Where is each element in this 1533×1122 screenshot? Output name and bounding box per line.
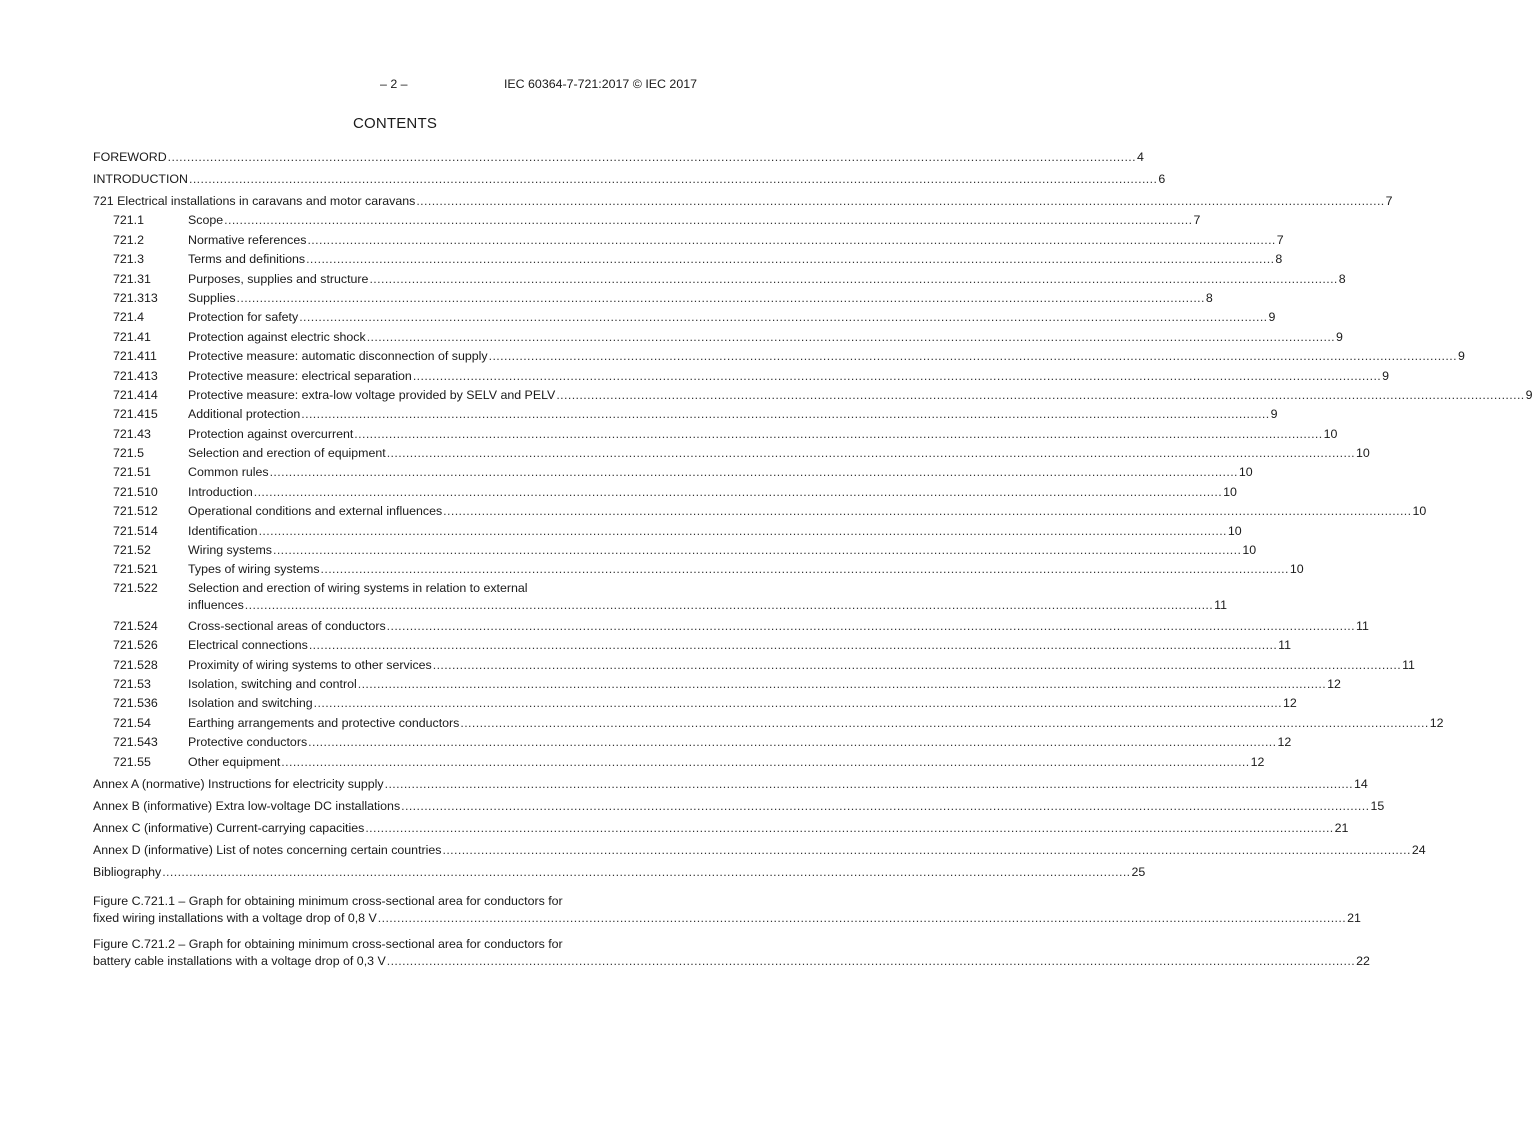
toc-entry-text: Isolation, switching and control — [188, 676, 357, 691]
toc-subclause-entry[interactable] — [93, 462, 1253, 481]
toc-entry-text: Protection for safety — [188, 310, 299, 325]
toc-entry-foreword[interactable] — [93, 144, 1144, 166]
page-title: CONTENTS — [352, 115, 438, 132]
toc-subclause-entry[interactable] — [93, 210, 1201, 229]
dot-leader — [189, 171, 1157, 188]
toc-entry-page: 9 — [1336, 329, 1343, 344]
toc-entry-number: 721.536 — [113, 696, 158, 711]
toc-entry-page: 4 — [1136, 150, 1144, 164]
dot-leader — [489, 348, 1457, 365]
toc-entry-page: 9 — [1268, 310, 1276, 325]
toc-entry-text: Other equipment — [188, 754, 281, 769]
toc-entry-text-line2: influences — [188, 598, 244, 613]
toc-entry-text: Common rules — [188, 465, 269, 480]
toc-subclause-entry[interactable] — [93, 732, 1292, 751]
dot-leader — [314, 695, 1282, 712]
dot-leader — [308, 734, 1276, 751]
dot-leader — [354, 426, 1322, 443]
toc-entry-number: 721.313 — [113, 290, 158, 305]
toc-entry-number: 721.415 — [113, 407, 158, 422]
toc-entry-text: Isolation and switching — [188, 696, 313, 711]
toc-annex-entry[interactable] — [93, 815, 1349, 837]
toc-entry-text: Introduction — [188, 484, 253, 499]
toc-entry-number: 721.53 — [113, 676, 151, 691]
toc-entry-number: 721.510 — [113, 484, 158, 499]
dot-leader — [433, 657, 1401, 674]
figure-entry-line2: battery cable installations with a voltage drop of 0,3 V — [93, 954, 386, 968]
toc-entry-number: 721.413 — [113, 368, 158, 383]
toc-entry-page: 10 — [1323, 426, 1338, 441]
toc-entry-page: 24 — [1411, 842, 1426, 857]
subclause-list-continued — [93, 615, 1444, 770]
dot-leader — [365, 820, 1333, 837]
figure-entry-page: 22 — [1356, 954, 1370, 968]
toc-subclause-entry[interactable] — [93, 249, 1283, 268]
toc-subclause-entry[interactable] — [93, 481, 1237, 500]
toc-entry-number: 721.41 — [113, 329, 151, 344]
dot-leader — [224, 212, 1192, 229]
toc-entry-text: Types of wiring systems — [188, 562, 320, 577]
toc-subclause-entry[interactable] — [93, 385, 1533, 404]
toc-entry-page: 21 — [1334, 820, 1349, 835]
toc-entry-introduction[interactable] — [93, 166, 1166, 188]
dot-leader — [416, 193, 1384, 210]
toc-subclause-entry[interactable] — [93, 712, 1444, 731]
toc-annex-entry[interactable] — [93, 859, 1146, 881]
toc-subclause-entry[interactable] — [93, 751, 1265, 770]
toc-subclause-entry[interactable] — [93, 501, 1427, 520]
toc-entry-number: 721.5 — [113, 446, 145, 461]
toc-entry-page: 7 — [1276, 232, 1284, 247]
toc-entry-page: 12 — [1429, 715, 1444, 730]
toc-subclause-entry[interactable] — [93, 346, 1465, 365]
dot-leader — [442, 842, 1410, 859]
dot-leader — [307, 232, 1275, 249]
toc-subclause-entry[interactable] — [93, 635, 1292, 654]
toc-subclause-entry[interactable] — [93, 654, 1415, 673]
toc-entry-text: Protection against electric shock — [188, 329, 366, 344]
dot-leader — [270, 464, 1238, 481]
toc-entry-page: 7 — [1193, 213, 1201, 228]
toc-entry-text: 721 Electrical installations in caravans and motor caravans — [93, 194, 416, 208]
toc-entry-number: 721.3 — [113, 252, 145, 267]
dot-leader — [385, 776, 1353, 793]
list-of-figures — [93, 893, 1370, 979]
toc-entry-page: 9 — [1525, 387, 1533, 402]
page-number: – 2 – — [380, 77, 408, 91]
toc-subclause-entry[interactable] — [93, 693, 1297, 712]
toc-entry-page: 11 — [1355, 618, 1369, 633]
toc-entry-text: Identification — [188, 523, 258, 538]
toc-entry-page: 9 — [1270, 407, 1278, 422]
toc-subclause-entry[interactable] — [93, 615, 1369, 634]
toc-entry-text: Terms and definitions — [188, 252, 306, 267]
toc-entry-text: Annex A (normative) Instructions for electricity supply — [93, 776, 384, 791]
dot-leader — [254, 484, 1222, 501]
toc-entry-page: 10 — [1227, 523, 1242, 538]
toc-entry-number: 721.526 — [113, 638, 158, 653]
toc-entry-number: 721.4 — [113, 310, 145, 325]
toc-entry-number: 721.43 — [113, 426, 151, 441]
dot-leader — [387, 953, 1355, 970]
toc-entry-page: 8 — [1338, 271, 1346, 286]
figure-entry[interactable] — [93, 936, 1370, 970]
table-of-contents — [93, 144, 1533, 881]
toc-subclause-entry[interactable] — [93, 423, 1338, 442]
toc-entry-page: 9 — [1382, 368, 1390, 383]
toc-entry-page: 9 — [1457, 349, 1465, 364]
toc-entry-text: Additional protection — [188, 407, 301, 422]
toc-entry-number: 721.55 — [113, 754, 151, 769]
dot-leader — [237, 290, 1205, 307]
toc-entry-page: 10 — [1356, 446, 1370, 461]
dot-leader — [443, 503, 1411, 520]
dot-leader — [321, 561, 1289, 578]
toc-subclause-entry[interactable] — [93, 520, 1242, 539]
toc-entry-page: 8 — [1275, 252, 1283, 267]
dot-leader — [556, 387, 1524, 404]
toc-entry-text: Operational conditions and external influences — [188, 504, 443, 519]
dot-leader — [259, 523, 1227, 540]
dot-leader — [301, 406, 1269, 423]
dot-leader — [306, 251, 1274, 268]
toc-entry-text: Supplies — [188, 290, 236, 305]
toc-entry-text: Annex C (informative) Current-carrying capacities — [93, 820, 365, 835]
dot-leader — [245, 597, 1213, 614]
toc-subclause-entry[interactable] — [93, 443, 1370, 462]
dot-leader — [413, 368, 1381, 385]
dot-leader — [401, 798, 1369, 815]
toc-annex-entry[interactable] — [93, 837, 1426, 859]
toc-subclause-entry[interactable] — [93, 674, 1341, 693]
figure-entry-line2: fixed wiring installations with a voltage drop of 0,8 V — [93, 911, 377, 925]
toc-entry-text: Normative references — [188, 232, 307, 247]
subclause-list — [93, 210, 1533, 578]
toc-entry-number: 721.514 — [113, 523, 158, 538]
dot-leader — [378, 910, 1346, 927]
toc-entry-number: 721.52 — [113, 543, 151, 558]
dot-leader — [309, 637, 1277, 654]
toc-entry-page: 11 — [1278, 638, 1292, 653]
dot-leader — [168, 149, 1136, 166]
toc-entry-page: 12 — [1250, 754, 1265, 769]
toc-entry-number: 721.543 — [113, 735, 158, 750]
toc-entry-page: 11 — [1214, 598, 1227, 613]
toc-entry-text: Protective conductors — [188, 735, 308, 750]
toc-entry-text: FOREWORD — [93, 150, 167, 164]
toc-subclause-entry[interactable] — [93, 288, 1213, 307]
toc-entry-text: Protective measure: extra-low voltage provided by SELV and PELV — [188, 387, 556, 402]
toc-entry-text: Annex D (informative) List of notes concerning certain countries — [93, 842, 442, 857]
toc-subclause-entry[interactable] — [93, 404, 1278, 423]
toc-entry-text: Proximity of wiring systems to other services — [188, 657, 432, 672]
toc-subclause-entry[interactable] — [93, 229, 1284, 248]
dot-leader — [281, 754, 1249, 771]
dot-leader — [460, 715, 1428, 732]
toc-entry-number: 721.1 — [113, 213, 145, 228]
toc-entry-text: Protective measure: electrical separation — [188, 368, 412, 383]
dot-leader — [387, 445, 1355, 462]
toc-subclause-entry[interactable] — [93, 326, 1343, 345]
figure-entry-line1: Figure C.721.2 – Graph for obtaining minimum cross-sectional area for conductors for — [93, 937, 563, 951]
toc-entry-number: 721.521 — [113, 562, 158, 577]
toc-entry-page: 12 — [1327, 676, 1341, 691]
dot-leader — [162, 864, 1130, 881]
toc-annex-entry[interactable] — [93, 771, 1368, 793]
toc-annex-entry[interactable] — [93, 793, 1385, 815]
toc-entry-page: 12 — [1277, 735, 1292, 750]
toc-entry-page: 10 — [1412, 504, 1427, 519]
dot-leader — [273, 542, 1241, 559]
toc-entry-number: 721.512 — [113, 504, 158, 519]
dot-leader — [387, 618, 1355, 635]
toc-entry-number: 721.54 — [113, 715, 151, 730]
toc-entry-text: Electrical connections — [188, 638, 308, 653]
toc-entry-text: Protective measure: automatic disconnection of supply — [188, 349, 488, 364]
toc-entry-number: 721.522 — [113, 581, 158, 596]
toc-entry-clause-721[interactable] — [93, 188, 1393, 210]
toc-entry-page: 8 — [1205, 290, 1213, 305]
toc-entry-number: 721.528 — [113, 657, 158, 672]
toc-entry-page: 25 — [1131, 864, 1146, 879]
document-identifier: IEC 60364-7-721:2017 © IEC 2017 — [503, 77, 697, 91]
toc-entry-page: 7 — [1385, 194, 1393, 208]
toc-entry-number: 721.2 — [113, 232, 145, 247]
annex-list — [93, 771, 1426, 881]
figure-entry[interactable] — [93, 893, 1361, 927]
dot-leader — [367, 329, 1335, 346]
toc-subclause-entry[interactable] — [93, 365, 1390, 384]
dot-leader — [369, 271, 1337, 288]
toc-entry-text: Wiring systems — [188, 543, 272, 558]
toc-entry-text-line1: Selection and erection of wiring systems in relation to external — [188, 581, 528, 596]
toc-entry-text: Earthing arrangements and protective conductors — [188, 715, 460, 730]
toc-subclause-entry[interactable] — [93, 307, 1276, 326]
toc-entry-number: 721.411 — [113, 349, 157, 364]
toc-entry-page: 10 — [1238, 465, 1253, 480]
toc-entry-text: Cross-sectional areas of conductors — [188, 618, 386, 633]
toc-entry-text: Annex B (informative) Extra low-voltage DC installations — [93, 798, 401, 813]
toc-entry-text: Selection and erection of equipment — [188, 446, 386, 461]
toc-entry-number: 721.31 — [113, 271, 151, 286]
page-header — [93, 77, 697, 93]
figure-entry-page: 21 — [1347, 911, 1361, 925]
toc-entry-text: Bibliography — [93, 864, 162, 879]
toc-entry-page: 15 — [1370, 798, 1385, 813]
toc-entry-text: Protection against overcurrent — [188, 426, 354, 441]
toc-subclause-entry[interactable] — [93, 559, 1304, 578]
toc-entry-text: Scope — [188, 213, 224, 228]
toc-entry-page: 12 — [1283, 696, 1297, 711]
toc-entry-text: Purposes, supplies and structure — [188, 271, 369, 286]
toc-entry-page: 10 — [1223, 484, 1237, 499]
dot-leader — [299, 309, 1267, 326]
dot-leader — [358, 676, 1326, 693]
toc-entry-page: 10 — [1242, 543, 1257, 558]
toc-entry-page: 6 — [1158, 172, 1166, 186]
toc-entry-number: 721.51 — [113, 465, 151, 480]
toc-subclause-entry[interactable] — [93, 268, 1346, 287]
figure-entry-line1: Figure C.721.1 – Graph for obtaining minimum cross-sectional area for conductors for — [93, 894, 563, 908]
toc-entry-text: INTRODUCTION — [93, 172, 188, 186]
toc-entry-page: 10 — [1289, 562, 1304, 577]
toc-entry-number: 721.524 — [113, 618, 158, 633]
toc-entry-page: 11 — [1402, 657, 1415, 672]
toc-entry-page: 14 — [1353, 776, 1368, 791]
toc-subclause-entry[interactable] — [93, 540, 1257, 559]
toc-entry-721-522[interactable] — [93, 578, 1227, 615]
toc-entry-number: 721.414 — [113, 387, 158, 402]
